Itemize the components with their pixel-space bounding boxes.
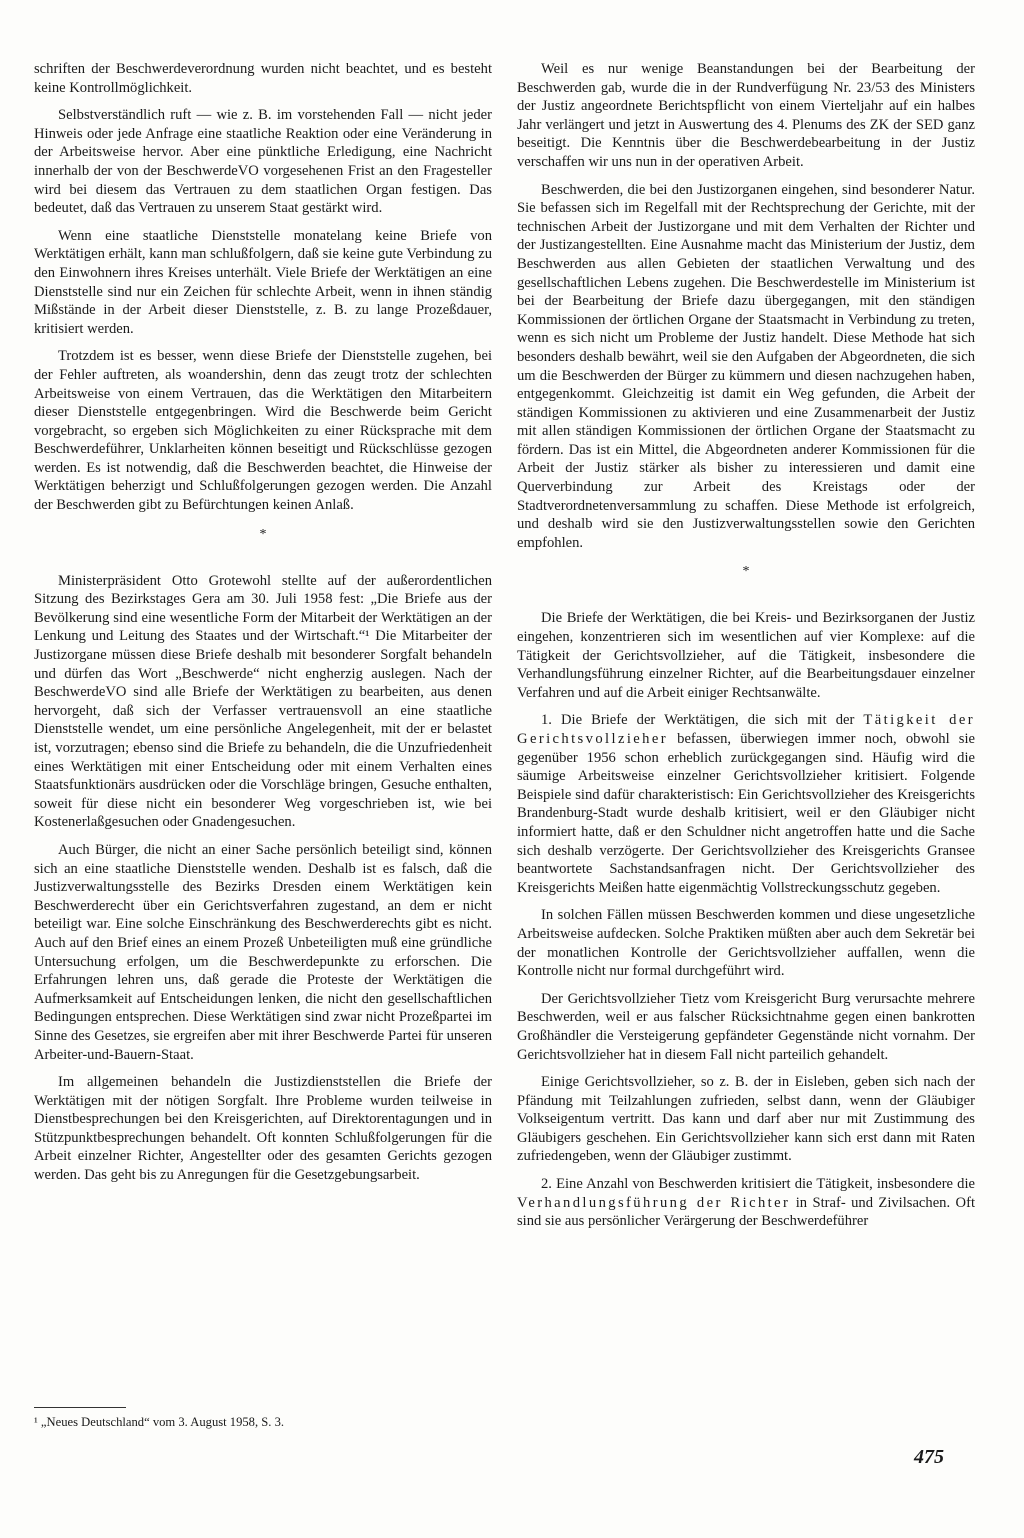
paragraph: Einige Gerichtsvollzieher, so z. B. der in Eisleben, geben sich nach der Pfändung mit Teilzahlungen zufrieden, selbst dann, wenn der Gläubiger Volkseigentum vertritt. Das kann und darf aber nur mit Zustimmung des Gläubigers geschehen. Ein Gerichtsvollzieher kann sich erst dann mit Raten zufriedengeben, wenn der Gläubiger zustimmt. — [517, 1074, 975, 1165]
text-run: in Straf- und Zivilsachen. Oft sind sie aus persönlicher Verärgerung der Beschwerdeführer — [517, 1194, 975, 1230]
paragraph — [517, 711, 975, 897]
paragraph: Der Gerichtsvollzieher Tietz vom Kreisgericht Burg verursachte mehrere Beschwerden, weil er aus falscher Rücksichtnahme gegen einen bankrotten Großhändler die Versteigerung gepfändeter Gegenstände nicht vornahm. Der Gerichtsvollzieher hat in diesem Fall nicht parteilich gehandelt. — [517, 990, 975, 1063]
paragraph: Selbstverständlich ruft — wie z. B. im vorstehenden Fall — nicht jeder Hinweis oder jede Anfrage eine staatliche Reaktion oder eine Veränderung in der Arbeitsweise hervor. Aber eine pünktliche Erledigung, eine Nachricht innerhalb der von der BeschwerdeVO vorgesehenen Frist an den Fragesteller wird bei diesem das Vertrauen zu dem staatlichen Organ festigen. Das bedeutet, daß das Vertrauen zu unserem Staat gestärkt wird. — [34, 107, 492, 217]
paragraph: In solchen Fällen müssen Beschwerden kommen und diese ungesetzliche Arbeitsweise aufdecken. Solche Praktiken müßten aber auch dem Sekretär bei der monatlichen Kontrolle der Gerichtsvollzieher auffallen, wenn die Kontrolle nicht nur formal durchgeführt wird. — [517, 907, 975, 980]
paragraph: Im allgemeinen behandeln die Justizdienststellen die Briefe der Werktätigen mit der nötigen Sorgfalt. Ihre Probleme wurden teilweise in Dienstbesprechungen bei den Kreisgerichten, auf Direktorentagungen und in Stützpunktbesprechungen behandelt. Oft konnten Schlußfolgerungen für die Arbeit einzelner Richter, Angestellter oder des gesamten Gerichts gezogen werden. Das geht bis zu Anregungen für die Gesetzgebungsarbeit. — [34, 1074, 492, 1184]
footnote-rule — [34, 1407, 126, 1408]
paragraph: Wenn eine staatliche Dienststelle monatelang keine Briefe von Werktätigen erhält, kann man schlußfolgern, daß sie keine gute Verbindung zu den Einwohnern ihres Kreises unterhält. Viele Briefe der Werktätigen an eine Dienststelle sind nur ein Zeichen für schlechte Arbeit, wenn in ihnen ständig Mißstände in der Arbeit dieser Dienststelle, z. B. zu lange Prozeßdauer, kritisiert werden. — [34, 227, 492, 337]
section-separator: * — [742, 564, 750, 580]
text-run: 1. Die Briefe der Werktätigen, die sich mit der — [541, 712, 864, 729]
footnote: ¹ „Neues Deutschland“ vom 3. August 1958, S. 3. — [34, 1415, 285, 1429]
right-column — [517, 60, 975, 1240]
text-run: 2. Eine Anzahl von Beschwerden kritisiert die Tätigkeit, insbesondere die — [541, 1176, 975, 1193]
paragraph: Auch Bürger, die nicht an einer Sache persönlich beteiligt sind, können sich an eine staatliche Dienststelle wenden. Deshalb ist es falsch, daß die Justizverwaltungsstelle des Bezirks Dresden einem Werktätigen kein Beschwerderecht über ein Gerichtsverfahren zugestand, an dem er nicht beteiligt war. Eine solche Einschränkung des Beschwerderechts gibt es nicht. Auch auf den Brief eines an einem Prozeß Unbeteiligten muß eine gründliche Untersuchung erfolgen, um die Beschwerdepunkte zu erforschen. Die Erfahrungen lehren uns, daß gerade die Proteste der Werktätigen die Aufmerksamkeit auf Entscheidungen lenken, die nicht den gesellschaftlichen Bedingungen entsprechen. Diese Werktätigen sind zwar nicht Prozeßpartei im Sinne des Gesetzes, sie ergreifen aber mit ihrer Beschwerde Partei für unseren Arbeiter-und-Bauern-Staat. — [34, 841, 492, 1063]
paragraph: Weil es nur wenige Beanstandungen bei der Bearbeitung der Beschwerden gab, wurde die in der Rundverfügung Nr. 23/53 des Ministers der Justiz angeordnete Berichtspflicht von einem Vierteljahr auf ein halbes Jahr verlängert und jetzt in Auswertung des 4. Plenums des ZK der SED ganz beseitigt. Die Kenntnis über die Beschwerdebearbeitung in der Justiz verschaffen wir uns nun in der operativen Arbeit. — [517, 61, 975, 170]
paragraph — [517, 1175, 975, 1231]
left-column — [34, 60, 492, 1194]
paragraph: Trotzdem ist es besser, wenn diese Briefe der Dienststelle zugehen, bei der Fehler auftreten, als woandershin, denn das zeugt trotz der schlechten Arbeitsweise von einem Vertrauen, das die Werktätigen den Mitarbeitern dieser Dienststelle entgegenbringen. Wird die Beschwerde beim Gericht vorgebracht, so ergeben sich Möglichkeiten zu einer Rücksprache mit dem Beschwerdeführer, Unklarheiten können beseitigt und Rückschlüsse gezogen werden. Es ist notwendig, daß die Beschwerden beachtet, die Hinweise der Werktätigen beherzigt und Schlußfolgerungen gezogen werden. Die Anzahl der Beschwerden gibt zu Befürchtungen keinen Anlaß. — [34, 348, 492, 514]
spaced-emphasis: Verhandlungsführung der Richter — [517, 1194, 791, 1211]
paragraph: Die Briefe der Werktätigen, die bei Kreis- und Bezirksorganen der Justiz eingehen, konzentrieren sich im wesentlichen auf vier Komplexe: auf die Tätigkeit der Gerichtsvollzieher, auf die Tätigkeit, insbesondere die Verhandlungsführung einzelner Richter, auf die Bearbeitungsdauer einzelner Verfahren und auf die Arbeit einiger Rechtsanwälte. — [517, 610, 975, 701]
text-run: befassen, überwiegen immer noch, obwohl sie gegenüber 1956 schon erheblich zurückgegangen sind. Häufig wird die säumige Arbeitsweise einzelner Gerichtsvollzieher kritisiert. Folgende Beispiele sind dafür charakteristisch: Ein Gerichtsvollzieher des Kreisgerichts Brandenburg-Stadt wurde deshalb kritisiert, weil er den Gläubiger nicht informiert hatte, daß er den Schuldner nicht angetroffen hatte und die Sache sich deshalb verzögerte. Der Gerichtsvollzieher des Kreisgerichts Gransee beantwortete Sachstandsanfragen nicht. Der Gerichtsvollzieher des Kreisgerichts Meißen hatte eigenmächtig Vollstreckungsschutz gegeben. — [517, 731, 975, 896]
paragraph: Beschwerden, die bei den Justizorganen eingehen, sind besonderer Natur. Sie befassen sich im Regelfall mit der Rechtsprechung der Gerichte, mit der technischen Arbeit der Justizorgane und mit dem Verhalten der Richter und der Justizangestellten. Eine Ausnahme macht das Ministerium der Justiz, dem Beschwerden aus allen Gebieten der staatlichen Verwaltung und des gesellschaftlichen Lebens zugehen. Die Beschwerdestelle im Ministerium ist bei der Bearbeitung der Briefe dazu übergegangen, mit den ständigen Kommissionen der örtlichen Organe der Staatsmacht in Verbindung zu treten, wenn es sich nicht um Probleme der Justiz handelt. Diese Methode hat sich besonders deshalb bewährt, weil sie den Aufgaben der Abgeordneten, die sich um die Beschwerden der Bürger zu kümmern und diesen nachzugehen haben, entgegenkommt. Gleichzeitig ist damit ein Weg gefunden, die Arbeit der ständigen Kommissionen zu aktivieren und eine Zusammenarbeit der Justiz mit allen ständigen Kommissionen der örtlichen Organe der Staatsmacht zu fördern. Das ist ein Mittel, die Abgeordneten anderer Kommissionen für die Arbeit der Justiz stärker als bisher zu interessieren und damit eine Querverbindung zur Arbeit des Kreistags oder der Stadtverordnetenversammlung zu schaffen. Diese Methode ist erfolgreich, und deshalb wird sie den Justizverwaltungsstellen sowie den Gerichten empfohlen. — [517, 181, 975, 551]
spaced-emphasis: Tätigkeit der Gerichtsvollzieher — [517, 712, 975, 747]
paragraph: Ministerpräsident Otto Grotewohl stellte auf der außerordentlichen Sitzung des Bezirkstages Gera am 30. Juli 1958 fest: „Die Briefe aus der Bevölkerung sind eine wesentliche Form der Mitarbeit der Werktätigen an der Lenkung und Leitung des Staates und der Wirtschaft.“¹ Die Mitarbeiter der Justizorgane müssen diese Briefe deshalb mit besonderer Sorgfalt behandeln und dürfen das Wort „Beschwerde“ nicht engherzig auslegen. Nach der BeschwerdeVO sind alle Briefe der Werktätigen zu bearbeiten, aus denen hervorgeht, daß sich der Verfasser vertrauensvoll an eine staatliche Dienststelle wendet, um eine persönliche Angelegenheit, mit der er belastet ist, vorzutragen; ebenso sind die Briefe zu behandeln, die die Unzufriedenheit eines Werktätigen mit einer Entscheidung oder mit einem Verhalten eines Staatsfunktionärs ausdrücken oder die Vorschläge bringen, Gesuche enthalten, soweit für diese nicht ein besonderer Weg vorgeschrieben ist, wie bei Kostenerlaßgesuchen oder Gnadengesuchen. — [34, 572, 492, 831]
paragraph: schriften der Beschwerdeverordnung wurden nicht beachtet, und es besteht keine Kontrollmöglichkeit. — [34, 61, 492, 96]
page-number: 475 — [914, 1446, 944, 1468]
section-separator: * — [259, 526, 267, 542]
